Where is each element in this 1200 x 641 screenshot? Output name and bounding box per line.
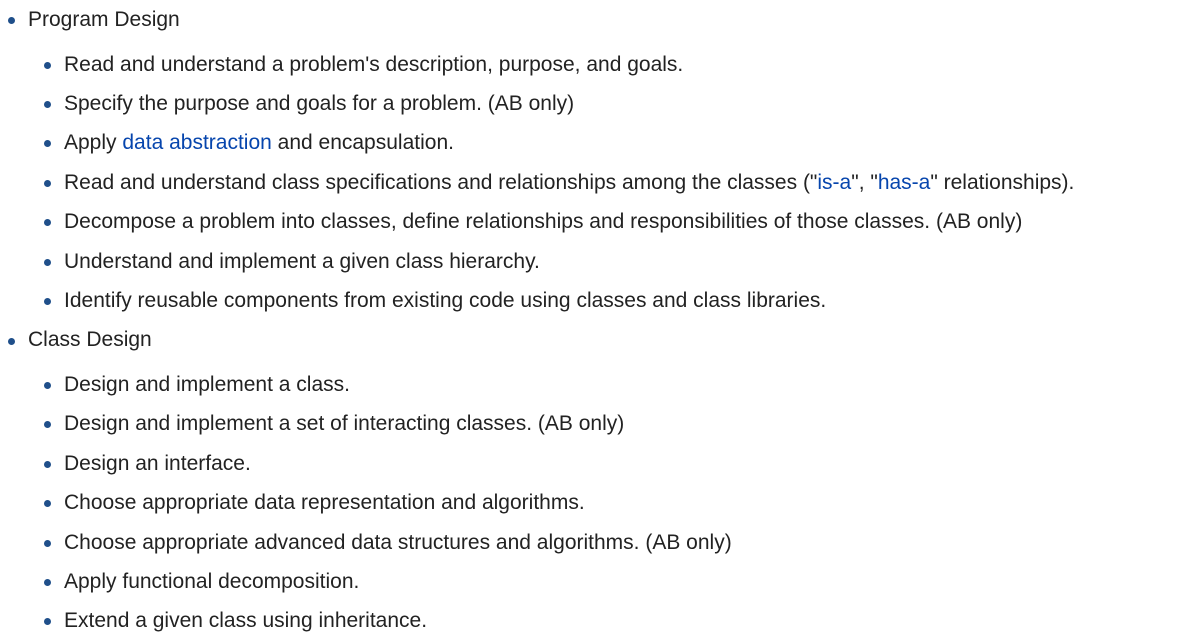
has-a-link[interactable]: has-a bbox=[877, 171, 931, 194]
list-item-text: Read and understand class specifications and relationships among the classes (" bbox=[64, 171, 818, 194]
bullet-icon bbox=[44, 382, 51, 389]
section-heading-label: Class Design bbox=[28, 328, 152, 351]
section-heading-label: Program Design bbox=[28, 8, 180, 31]
bullet-icon bbox=[8, 338, 15, 345]
section-heading-class-design bbox=[28, 327, 152, 353]
list-item bbox=[64, 249, 540, 275]
bullet-icon bbox=[44, 219, 51, 226]
list-item-text: Specify the purpose and goals for a problem. (AB only) bbox=[64, 92, 575, 115]
list-item-text: Design an interface. bbox=[64, 452, 251, 475]
bullet-icon bbox=[44, 540, 51, 547]
list-item bbox=[64, 490, 585, 516]
list-item-text: Apply functional decomposition. bbox=[64, 570, 360, 593]
is-a-link[interactable]: is-a bbox=[817, 171, 852, 194]
list-item-text: Identify reusable components from existing code using classes and class libraries. bbox=[64, 289, 827, 312]
list-item-text: " relationships). bbox=[930, 171, 1075, 194]
list-item-text: Understand and implement a given class hierarchy. bbox=[64, 250, 540, 273]
list-item bbox=[64, 288, 826, 314]
list-item-text: and encapsulation. bbox=[271, 131, 454, 154]
list-item bbox=[64, 530, 732, 556]
bullet-icon bbox=[44, 500, 51, 507]
list-item-text: Decompose a problem into classes, define relationships and responsibilities of those classes. (AB only) bbox=[64, 210, 1023, 233]
list-item bbox=[64, 569, 359, 595]
list-item bbox=[64, 170, 1074, 196]
list-item bbox=[64, 130, 454, 156]
list-item bbox=[64, 372, 350, 398]
bullet-icon bbox=[44, 180, 51, 187]
data-abstraction-link[interactable]: data abstraction bbox=[122, 131, 272, 154]
list-item bbox=[64, 608, 427, 634]
bullet-icon bbox=[44, 259, 51, 266]
bullet-icon bbox=[44, 421, 51, 428]
list-item-text: ", " bbox=[851, 171, 878, 194]
bullet-icon bbox=[8, 17, 15, 24]
list-item bbox=[64, 91, 574, 117]
list-item-text: Choose appropriate data representation and algorithms. bbox=[64, 491, 585, 514]
bullet-icon bbox=[44, 579, 51, 586]
list-item-text: Design and implement a set of interacting classes. (AB only) bbox=[64, 412, 625, 435]
list-item-text: Design and implement a class. bbox=[64, 373, 350, 396]
list-item-text: Choose appropriate advanced data structures and algorithms. (AB only) bbox=[64, 531, 732, 554]
bullet-icon bbox=[44, 618, 51, 625]
bullet-icon bbox=[44, 101, 51, 108]
list-item-text: Apply bbox=[64, 131, 123, 154]
bullet-icon bbox=[44, 140, 51, 147]
section-heading-program-design bbox=[28, 7, 180, 33]
list-item bbox=[64, 411, 624, 437]
list-item bbox=[64, 451, 251, 477]
list-item-text: Extend a given class using inheritance. bbox=[64, 609, 428, 632]
bullet-icon bbox=[44, 298, 51, 305]
list-item bbox=[64, 52, 683, 78]
bullet-icon bbox=[44, 62, 51, 69]
list-item-text: Read and understand a problem's description, purpose, and goals. bbox=[64, 53, 684, 76]
list-item bbox=[64, 209, 1022, 235]
bullet-icon bbox=[44, 461, 51, 468]
